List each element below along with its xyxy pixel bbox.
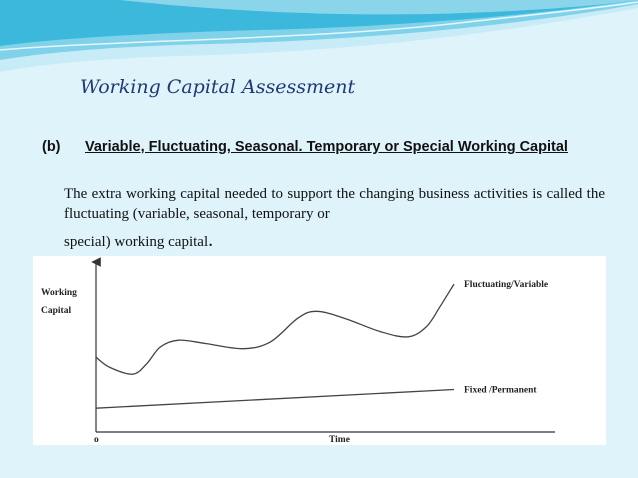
- body-text-main: The extra working capital needed to support the changing business activities is called the fluctuating (variable, seasonal, temporary or: [64, 186, 605, 222]
- body-text-period: .: [208, 229, 214, 251]
- origin-label: o: [94, 435, 99, 445]
- header-wave-decoration: [0, 0, 638, 80]
- working-capital-chart: [33, 256, 606, 445]
- x-axis-label: Time: [329, 435, 350, 445]
- y-axis-label-line1: Working: [41, 288, 77, 298]
- body-text-last: special) working capital: [64, 234, 209, 250]
- series-layer: [96, 280, 548, 408]
- series-line-fluctuating-variable: [96, 284, 454, 374]
- figure-panel: [33, 256, 606, 445]
- body-text-last-line: [64, 230, 605, 252]
- series-label-fluctuating-variable: Fluctuating/Variable: [464, 280, 549, 291]
- section-heading-text: Variable, Fluctuating, Seasonal. Temporary or Special Working Capital: [85, 139, 568, 155]
- section-marker: (b): [42, 139, 61, 155]
- slide-title: Working Capital Assessment: [80, 76, 356, 98]
- y-axis-label-line2: Capital: [41, 306, 72, 316]
- series-line-fixed-permanent: [96, 390, 454, 409]
- series-label-fixed-permanent: Fixed /Permanent: [464, 385, 537, 396]
- body-paragraph: [64, 184, 605, 252]
